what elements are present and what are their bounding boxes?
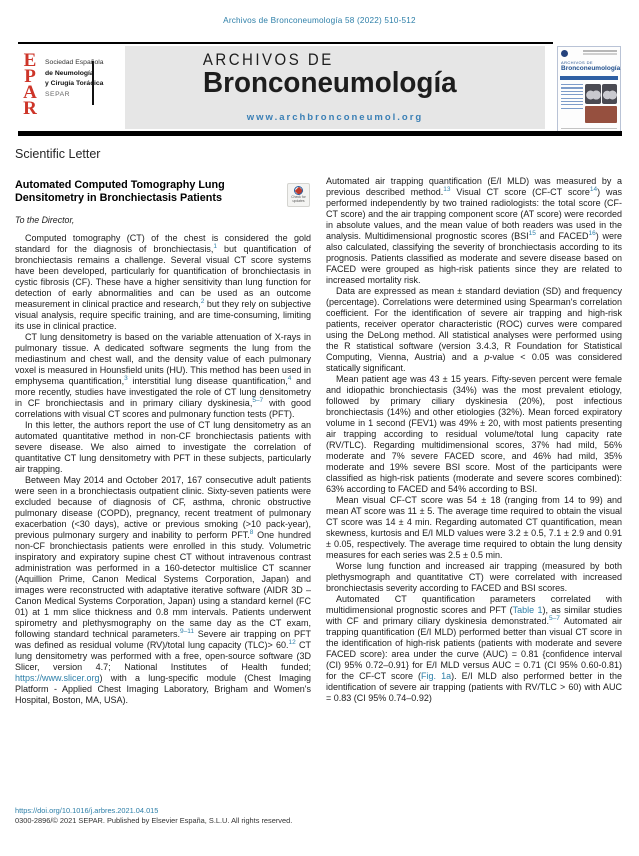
body-paragraph: Mean patient age was 43 ± 15 years. Fifty-seven percent were female and idiopathic bronchiectasis (34%) was the most prevalent etiology, followed by primary ciliary dyskinesia (20%), post infectious bronchiectasis (14%) and other etiologies (32%). Mean forced expiratory volume in 1 second (FEV1) was 49% ± 20, with most patients presenting air trapping according to residual volume/total lung capacity rate (RV/TLC). Regarding multidimensional scores, 37% had mild, 56% moderate and 7% severe FACED score, and 46% had mild, 35% moderate and 19% severe BSI score. Most of the participants were classified as high-risk patients (moderate and severe scores combined): 63% according to FACED and 54% according to BSI. (326, 374, 622, 494)
journal-title: Bronconeumología (202, 67, 457, 99)
reference-citation-link[interactable]: 8 (249, 529, 254, 536)
journal-cover-thumbnail (557, 46, 621, 132)
reference-citation-link[interactable]: 5–7 (252, 397, 264, 404)
body-column-left (15, 233, 311, 706)
inline-link[interactable]: Fig. 1a (421, 671, 452, 681)
cover-contents-lines (561, 84, 583, 111)
reference-citation-link[interactable]: 15 (528, 230, 536, 237)
reference-citation-link[interactable]: 16 (588, 230, 596, 237)
running-head-journal-ref: Archivos de Bronconeumología 58 (2022) 510-512 (223, 16, 416, 25)
inline-link[interactable]: https://www.slicer.org (15, 673, 100, 683)
doi-link[interactable]: https://doi.org/10.1016/j.arbres.2021.04.015 (15, 806, 159, 815)
cover-title-main: Bronconeumología (561, 65, 621, 72)
italic-term: p (484, 352, 490, 362)
reference-citation-link[interactable]: 3 (124, 375, 128, 382)
check-for-updates-label: Check for updates (291, 195, 306, 203)
reference-citation-link[interactable]: 1 (213, 243, 218, 250)
copyright-line: 0300-2896/© 2021 SEPAR. Published by Elsevier España, S.L.U. All rights reserved. (15, 815, 293, 825)
article-footer (15, 806, 292, 825)
cover-decoration (561, 128, 617, 130)
journal-url-link[interactable]: www.archbronconeumol.org (246, 112, 424, 123)
journal-masthead (125, 52, 545, 98)
body-paragraph: Worse lung function and increased air trapping (measured by both plethysmograph and quantitative CT) were correlated with increased bronchiectasis severity according to FACED and BSI scores. (326, 561, 622, 593)
reference-citation-link[interactable]: 5–7 (548, 615, 560, 622)
article-title: Automated Computed Tomography Lung Densitometry in Bronchiectasis Patients (15, 179, 225, 204)
society-line: y Cirugía Torácica (45, 80, 104, 87)
society-line: SEPAR (45, 90, 71, 98)
cover-lung-ct-images (585, 84, 617, 104)
reference-citation-link[interactable]: 14 (589, 186, 598, 193)
cover-band (560, 76, 618, 80)
body-paragraph: Automated CT quantification parameters correlated with multidimensional prognostic scores and PFT (Table 1), as similar studies with CF and primary ciliary dyskinesia demonstrated.$^{5-7}$ Automated air trapping quantification (E/I MLD) performed better than visual CT score in the identification of high-risk patients (patients with moderate and severe FACED score): area under the curve (AUC) = 0.81 {confidence interval (CI) 95% 0.72–0.91} for E/I MLD versus AUC = 0.71 (CI 95% 0.60-0.81) for the CF-CT score (Fig. 1a). E/I MLD also performed better in the identification of severe air trapping (patients with RV/TLC > 60) with AUC = 0.83 (CI 95% 0.74–0.92) (326, 594, 622, 703)
cover-decoration (583, 50, 617, 52)
separ-logo-glyph-icon: E P A R (23, 50, 37, 119)
cover-pathology-image (585, 106, 617, 123)
society-line: de Neumología (45, 69, 94, 77)
body-paragraph: Computed tomography (CT) of the chest is considered the gold standard for the diagnosis of bronchiectasis,$^1$ but quantification of bronchiectasis remains a challenge. Several visual CT score systems have been developed, particularly for quantification of bronchiectasis in cystic fibrosis (CF). These have a higher sensitivity than lung function for detection of early abnormalities and can be used as an outcome measurement in clinical practice and research,$^2$ but they rely on subjective visual analysis, require specific training, and are time-consuming, limiting its use in clinical practice. (15, 233, 311, 331)
body-paragraph: Between May 2014 and October 2017, 167 consecutive adult patients were seen in a bronchiectasis outpatient clinic. Sixty-seven patients were excluded because of diagnosis of CF, asthma, chronic obstructive pulmonary disease (COPD), pregnancy, recent treatment of pulmonary exacerbation (<30 days), active or previous smoking (>10 pack-year), previous pulmonary surgery and inability to perform PFT.$^8$ One hundred non-CF bronchiectasis patients were enrolled in this study. Volumetric inspiratory and expiratory supine chest CT without intravenous contrast administration was performed in a 160-detector multislice CT scanner (Aquillion Prime, Canon Medical Systems Corporation, Japan) and images were reconstructed with adaptative iterative software (AIDR 3D – Canon Medical Systems Corporation, Japan) using a standard kernel (FC 01) at 1 mm slice thickness and 0.8 mm intervals. Patients underwent spirometry and plethysmography on the same day as the CT exam, following standard technical parameters.$^{9-11}$ Severe air trapping on PFT was defined as residual volume (RV)/total lung capacity (TLC)> 60.12 CT lung densitometry was performed with a free, open-source software (3D Slicer, version 4.7; National Institutes of Health funded; https://www.slicer.org) with a lung-specific module (Chest Imaging Platform - Applied Chest Imaging Laboratory, Brigham and Women's Hospital, Boston, MA, USA). (15, 475, 312, 705)
top-rule (18, 42, 553, 44)
reference-citation-link[interactable]: 13 (443, 186, 451, 193)
cover-title (561, 60, 621, 72)
cover-decoration (583, 53, 617, 55)
body-paragraph: CT lung densitometry is based on the variable attenuation of X-rays in pulmonary tissue. A dedicated software segments the lung from the mediastinum and chest wall, and the density value of each pulmonary voxel is measured in Hounsfield units (HU). This method has been used in emphysema quantification,$^3$ interstitial lung disease quantification,$^4$ and more recently, studies have investigated the role of CT lung densitometry in CF bronchiectasis and in primary ciliary dyskinesia,$^{5-7}$ with good correlations with visual CT scores and pulmonary function tests (PFT). (15, 332, 311, 419)
cover-title-kicker: ARCHIVOS DE (561, 60, 593, 65)
reference-citation-link[interactable]: 9–11 (179, 628, 194, 635)
cover-separ-icon (561, 50, 568, 57)
body-paragraph: In this letter, the authors report the use of CT lung densitometry as an automated quantitative method in non-CF bronchiectasis patients with severe disease. We also aimed to investigate the correlation of quantitative CT lung densitometry with PFT in these subjects, particularly air trapping. (15, 420, 311, 474)
body-column-right (326, 176, 622, 704)
society-line: Sociedad Española (45, 59, 104, 66)
section-heading: Scientific Letter (15, 147, 101, 161)
body-paragraph: Mean visual CF-CT score was 54 ± 18 (ranging from 14 to 99) and mean AT score was 11 ± 5. The average time required to obtain the visual CT score was 14 ± 4 min. Regarding automated CT quantification, mean skewness, kurtosis and E/I MLD values were 3.2 ± 0.5, 7.1 ± 2.9 and 0.91 ± 0.05, respectively. The average time required to obtain the lung density measures for each series was 2.5 ± 0.5 min. (326, 495, 622, 560)
reference-citation-link[interactable]: 4 (287, 375, 292, 382)
reference-citation-link[interactable]: 12 (288, 639, 296, 646)
inline-link[interactable]: Table 1 (512, 605, 543, 615)
check-for-updates-badge[interactable] (287, 183, 310, 207)
body-paragraph: Automated air trapping quantification (E/I MLD) was measured by a previous described method.$^{13}$ Visual CT score (CF-CT score$^{14}$) was performed independently by two trained radiologists: the total score (CF-CT score) and the air trapping component score (AT score) were recorded in absolute values, and the mean value of both readers was used in the analysis. Multidimensional prognostic scores (BSI$^{15}$ and FACED$^{16}$) were also calculated, classifying the severity of bronchiectasis according to its prognosis. Patients classified as moderate and severe disease based on FACED were grouped as high-risk patients since they are related to increased mortality risk. (326, 176, 622, 285)
body-paragraph: Data are expressed as mean ± standard deviation (SD) and frequency (percentage). Correlations were determined using Spearman's correlation coefficient. For the identification of severe air trapping and high-risk patients, receiver operator characteristic (ROC) curves were compared using the DeLong method. All statistical analyses were performed using the R statistical software (version 3.4.3, R Foundation for Statistical Computing, Vienna, Austria) and a p-value < 0.05 was considered statically significant. (326, 286, 623, 373)
masthead-bottom-rule (18, 131, 622, 136)
salutation: To the Director, (15, 215, 75, 225)
separ-logo (18, 50, 124, 125)
separ-society-name (45, 58, 125, 100)
reference-citation-link[interactable]: 2 (200, 298, 205, 305)
crossmark-icon (294, 186, 303, 195)
journal-title-kicker: ARCHIVOS DE (202, 50, 334, 70)
